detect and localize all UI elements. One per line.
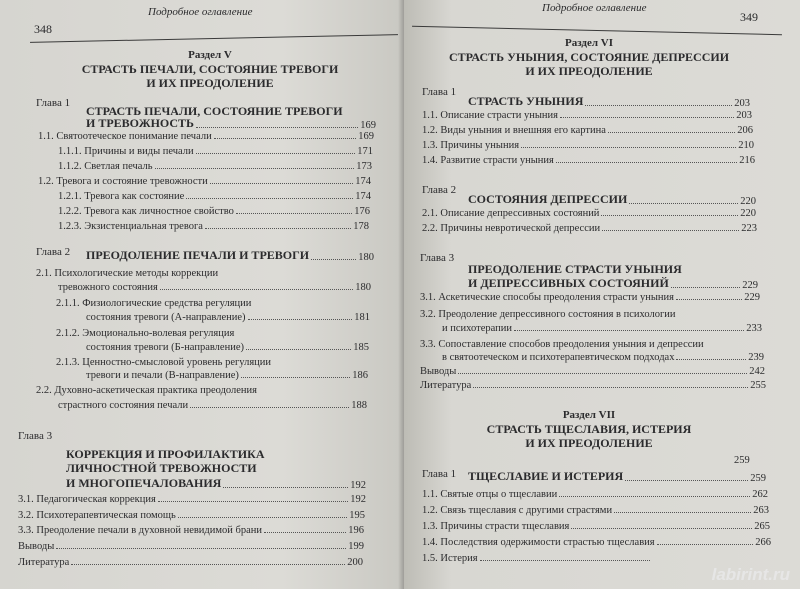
running-head: Подробное оглавление [148,6,253,18]
toc-entry-line: 2.2. Духовно-аскетическая практика преодоления [36,385,257,396]
toc-entry: состояния тревоги (А-направление) 181 [86,312,370,323]
chapter-title-entry: ПРЕОДОЛЕНИЕ ПЕЧАЛИ И ТРЕВОГИ 180 [86,248,374,263]
section-heading [424,408,754,450]
chapter-title-entry: СТРАСТЬ УНЫНИЯ 203 [468,94,750,109]
chapter-title-entry: ТЩЕСЛАВИЕ И ИСТЕРИЯ 259 [468,469,766,484]
section-title-line-1: СТРАСТЬ УНЫНИЯ, СОСТОЯНИЕ ДЕПРЕССИИ [448,50,730,64]
chapter-label: Глава 2 [422,184,457,196]
running-head: Подробное оглавление [542,2,647,14]
toc-entry: в святоотеческом и психотерапевтическом подходах 239 [442,352,764,363]
section-label: Раздел VII [562,409,616,421]
section-title-line-2: И ИХ ПРЕОДОЛЕНИЕ [525,436,653,450]
toc-entry: 1.1.1. Причины и виды печали 171 [58,146,373,157]
toc-entry: 1.4. Последствия одержимости страстью тщеславия 266 [422,537,771,548]
page-number: 348 [34,22,52,36]
toc-entry: 1.3. Причины страсти тщеславия 265 [422,521,770,532]
toc-entry: 1.1. Описание страсти уныния 203 [422,110,752,121]
toc-page: 169 [360,120,376,131]
toc-entry-line: 2.1. Психологические методы коррекции [36,268,219,279]
section-label: Раздел VI [564,37,614,49]
header-rule [412,26,782,35]
toc-entry: 3.1. Педагогическая коррекция 192 [18,494,366,505]
chapter-title-line-1: СТРАСТЬ ПЕЧАЛИ, СОСТОЯНИЕ ТРЕВОГИ [86,104,343,118]
chapter-title-line-1: КОРРЕКЦИЯ И ПРОФИЛАКТИКА [66,447,265,461]
toc-entry: 1.3. Причины уныния 210 [422,140,754,151]
header-rule [30,34,398,43]
chapter-title: ТЩЕСЛАВИЕ И ИСТЕРИЯ [468,469,624,483]
toc-entry-line: 2.1.3. Ценностно-смысловой уровень регуляции [56,357,272,368]
section-title-line-1: СТРАСТЬ ТЩЕСЛАВИЯ, ИСТЕРИЯ [486,422,692,436]
toc-entry: Выводы 199 [18,541,364,552]
toc-entry: 3.3. Преодоление печали в духовной невидимой брани 196 [18,525,364,536]
section-title-line-1: СТРАСТЬ ПЕЧАЛИ, СОСТОЯНИЕ ТРЕВОГИ [81,62,339,76]
toc-entry: 3.2. Психотерапевтическая помощь 195 [18,510,365,521]
page-number: 349 [740,10,758,24]
right-page [404,0,800,589]
toc-entry: тревоги и печали (В-направление) 186 [86,370,368,381]
toc-entry: 1.2. Тревога и состояние тревожности 174 [38,176,371,187]
chapter-title-entry: И ДЕПРЕССИВНЫХ СОСТОЯНИЙ 229 [468,276,758,291]
chapter-title: ПРЕОДОЛЕНИЕ ПЕЧАЛИ И ТРЕВОГИ [86,248,310,262]
toc-entry: 1.1. Святые отцы о тщеславии 262 [422,489,768,500]
chapter-title-line-2: И ТРЕВОЖНОСТЬ [86,116,194,130]
labirint-watermark-logo: labirint.ru [711,565,790,584]
toc-entry: 1.2. Виды уныния и внешняя его картина 206 [422,125,753,136]
toc-entry: Литература 255 [420,380,766,391]
toc-entry: 2.2. Причины невротической депрессии 223 [422,223,757,234]
chapter-label: Глава 2 [36,246,71,258]
chapter-title: СОСТОЯНИЯ ДЕПРЕССИИ [468,192,628,206]
chapter-title-line-1: ПРЕОДОЛЕНИЕ СТРАСТИ УНЫНИЯ [468,262,682,276]
toc-entry: 1.2.3. Экзистенциальная тревога 178 [58,221,369,232]
toc-entry: 1.4. Развитие страсти уныния 216 [422,155,755,166]
toc-entry: состояния тревоги (Б-направление) 185 [86,342,369,353]
chapter-label: Глава 1 [422,86,457,98]
chapter-label: Глава 1 [422,468,457,480]
toc-entry: 1.2.2. Тревога как личностное свойство 176 [58,206,370,217]
chapter-label: Глава 1 [36,97,71,109]
section-label: Раздел V [188,49,232,61]
toc-entry: тревожного состояния 180 [58,282,371,293]
chapter-title-line-2: И ДЕПРЕССИВНЫХ СОСТОЯНИЙ [468,276,669,290]
toc-page: 259 [734,455,750,466]
section-title-line-2: И ИХ ПРЕОДОЛЕНИЕ [146,76,274,90]
toc-entry: Литература 200 [18,557,363,568]
toc-entry: 1.1.2. Светлая печаль 173 [58,161,372,172]
toc-entry-line: 3.2. Преодоление депрессивного состояния в психологии [420,309,676,320]
toc-entry-line: 2.1.2. Эмоционально-волевая регуляция [56,328,235,339]
section-heading [424,36,754,78]
toc-entry: страстного состояния печали 188 [58,400,367,411]
toc-entry: и психотерапии 233 [442,323,762,334]
chapter-title-line-2: ЛИЧНОСТНОЙ ТРЕВОЖНОСТИ [66,461,257,475]
section-title-line-2: И ИХ ПРЕОДОЛЕНИЕ [525,64,653,78]
chapter-title-entry [86,116,376,131]
chapter-title: СТРАСТЬ УНЫНИЯ [468,94,584,108]
toc-entry: 1.1. Святоотеческое понимание печали 169 [38,131,374,142]
toc-entry-line: 2.1.1. Физиологические средства регуляции [56,298,252,309]
toc-entry: Выводы 242 [420,366,765,377]
chapter-label: Глава 3 [420,252,455,264]
toc-entry: 1.5. Истерия [422,553,652,564]
chapter-title-entry: И МНОГОПЕЧАЛОВАНИЯ 192 [66,476,366,491]
toc-entry: 2.1. Описание депрессивных состояний 220 [422,208,756,219]
toc-entry: 3.1. Аскетические способы преодоления страсти уныния 229 [420,292,760,303]
toc-entry: 1.2. Связь тщеславия с другими страстями 263 [422,505,769,516]
chapter-label: Глава 3 [18,430,53,442]
chapter-title-entry: СОСТОЯНИЯ ДЕПРЕССИИ 220 [468,192,756,207]
section-heading [40,48,380,90]
toc-entry-line: 3.3. Сопоставление способов преодоления уныния и депрессии [420,339,704,350]
toc-entry: 1.2.1. Тревога как состояние 174 [58,191,371,202]
chapter-title-line-3: И МНОГОПЕЧАЛОВАНИЯ [66,476,222,490]
